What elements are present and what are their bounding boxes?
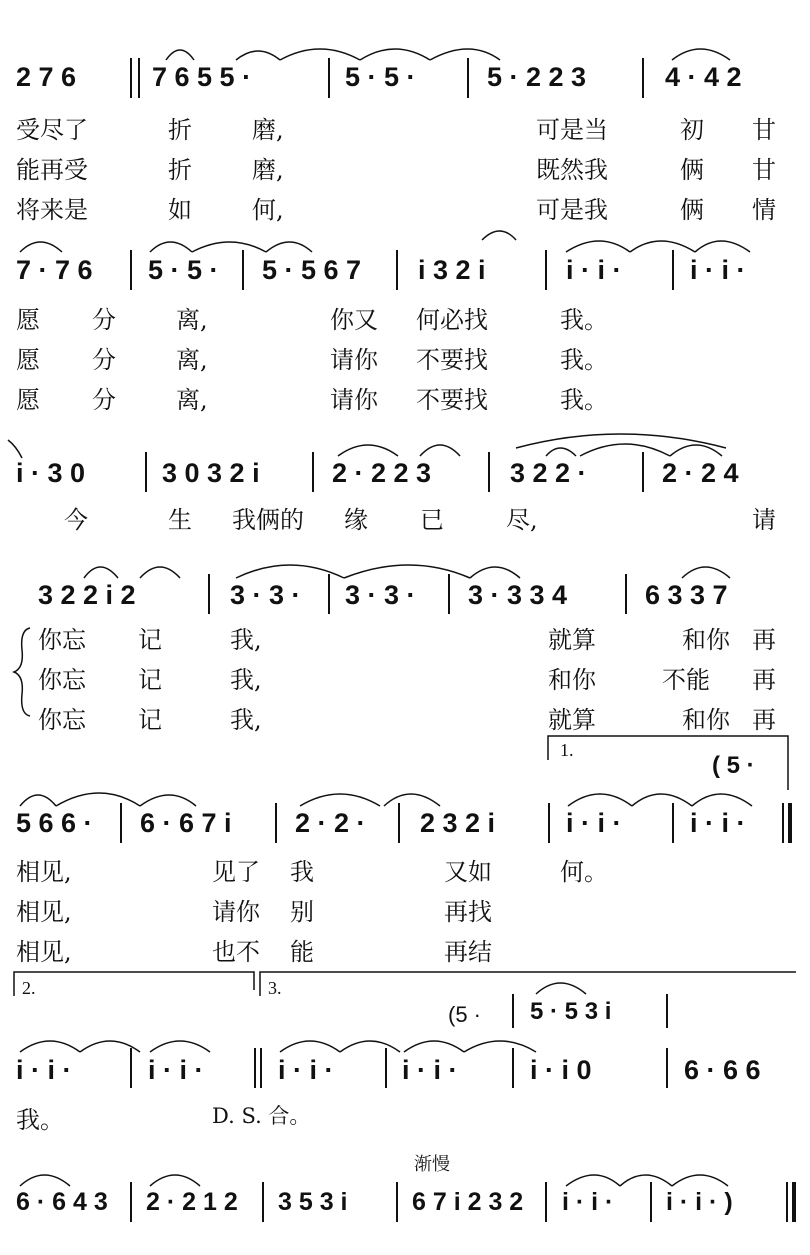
lyric: 不要找 (416, 386, 488, 414)
lyric: 离, (176, 386, 208, 414)
s1-m1: 7 6 5 5 · (152, 62, 252, 92)
lyric: 将来是 (16, 196, 88, 224)
lyric: 如 (168, 196, 192, 224)
s3-m1: 3 0 3 2 i (162, 458, 260, 488)
lyric: 愿 (16, 346, 40, 374)
lyric: 再 (752, 706, 776, 734)
s1-m2: 5 · 5 · (345, 62, 416, 92)
lyric: 请你 (212, 898, 260, 926)
s5-m3: 2 3 2 i (420, 808, 496, 838)
volta-1-label: 1. (560, 740, 574, 760)
lyric: 和你 (548, 666, 596, 694)
lyric: 缘 (344, 506, 368, 534)
lyric: 甘 (752, 116, 776, 144)
lyric: 我。 (560, 346, 608, 374)
lyric: 我。 (16, 1106, 64, 1134)
lyric: 分 (92, 386, 116, 414)
s5-m5: i · i · (690, 808, 746, 838)
lyric: 能再受 (16, 156, 88, 184)
lyric: 就算 (548, 626, 596, 654)
lyric: 我, (230, 666, 262, 694)
s3-m0: i · 3 0 (16, 458, 86, 488)
upper-notes: 5 · 5 3 i (530, 998, 612, 1025)
lyric: 我俩的 (232, 506, 304, 534)
lyric: 再找 (444, 898, 492, 926)
paren-notes: ( 5 · (712, 752, 755, 779)
s7-m5: i · i · ) (666, 1188, 733, 1216)
s5-m0: 5 6 6 · (16, 808, 93, 838)
lyric: 和你 (682, 626, 730, 654)
paren-notes: (5 · (448, 1002, 481, 1027)
s5-m1: 6 · 6 7 i (140, 808, 232, 838)
s7-m3: 6 7 i 2 3 2 (412, 1188, 524, 1216)
lyric: 受尽了 (16, 116, 88, 144)
volta-2-label: 2. (22, 978, 36, 998)
lyric: 磨, (252, 156, 284, 184)
lyric: 生 (168, 506, 192, 534)
lyric: 尽, (506, 506, 538, 534)
s4-m3: 3 · 3 3 4 (468, 580, 568, 610)
s6-m2: i · i · (278, 1055, 334, 1085)
lyric: 不要找 (416, 346, 488, 374)
s4-m0: 3 2 2 i 2 (38, 580, 136, 610)
lyric: 见了 (212, 858, 260, 886)
lyric: 相见, (16, 938, 72, 966)
lyric: 相见, (16, 858, 72, 886)
s1-m0: 2 7 6 (16, 62, 77, 92)
lyric: 磨, (252, 116, 284, 144)
lyric: 今 (64, 506, 88, 534)
lyric: 请你 (330, 346, 378, 374)
lyric: 可是我 (536, 196, 608, 224)
lyric: 已 (420, 506, 444, 534)
lyric: 你忘 (38, 666, 86, 694)
lyric: 俩 (680, 196, 704, 224)
lyric: 分 (92, 306, 116, 334)
lyric: 能 (290, 938, 314, 966)
lyric: 请你 (330, 386, 378, 414)
lyric: 别 (290, 898, 314, 926)
lyric: 又如 (444, 858, 492, 886)
s3-m2: 2 · 2 2 3 (332, 458, 432, 488)
lyric: 不能 (662, 666, 710, 694)
s2-m1: 5 · 5 · (148, 255, 219, 285)
lyric: 何, (252, 196, 284, 224)
s2-m2: 5 · 5 6 7 (262, 255, 362, 285)
lyric: 分 (92, 346, 116, 374)
s1-m4: 4 · 4 2 (665, 62, 742, 92)
s2-m5: i · i · (690, 255, 746, 285)
lyric: 就算 (548, 706, 596, 734)
lyric: 何。 (560, 858, 608, 886)
lyric: 我, (230, 706, 262, 734)
tempo-marking: 渐慢 (414, 1154, 450, 1175)
lyric: 既然我 (536, 156, 608, 184)
lyric: 愿 (16, 306, 40, 334)
lyric: 也不 (212, 938, 260, 966)
s6-m3: i · i · (402, 1055, 458, 1085)
lyric: 离, (176, 306, 208, 334)
lyric: 可是当 (536, 116, 608, 144)
lyric: 你又 (330, 306, 378, 334)
lyric: 你忘 (38, 626, 86, 654)
lyric: 请 (752, 506, 776, 534)
s6-m5: 6 · 6 6 (684, 1055, 761, 1085)
lyric: D. S. 合。 (212, 1104, 311, 1128)
s7-m1: 2 · 2 1 2 (146, 1188, 238, 1216)
lyric: 愿 (16, 386, 40, 414)
s7-m0: 6 · 6 4 3 (16, 1188, 108, 1216)
s2-m3: i 3 2 i (418, 255, 486, 285)
lyric: 再结 (444, 938, 492, 966)
lyric: 你忘 (38, 706, 86, 734)
s7-m4: i · i · (562, 1188, 614, 1216)
lyric: 情 (752, 196, 776, 224)
lyric: 和你 (682, 706, 730, 734)
lyric: 记 (138, 666, 162, 694)
s3-m3: 3 2 2 · (510, 458, 587, 488)
lyric: 我。 (560, 306, 608, 334)
lyric: 初 (680, 116, 704, 144)
s6-m0: i · i · (16, 1055, 72, 1085)
s3-m4: 2 · 2 4 (662, 458, 739, 488)
lyric: 折 (168, 156, 192, 184)
lyric: 我, (230, 626, 262, 654)
lyric: 折 (168, 116, 192, 144)
lyric: 俩 (680, 156, 704, 184)
lyric: 相见, (16, 898, 72, 926)
lyric: 离, (176, 346, 208, 374)
s5-m2: 2 · 2 · (295, 808, 366, 838)
lyric: 记 (138, 706, 162, 734)
lyric: 何必找 (416, 306, 488, 334)
s6-m1: i · i · (148, 1055, 204, 1085)
s5-m4: i · i · (566, 808, 622, 838)
lyric: 我。 (560, 386, 608, 414)
s6-m4: i · i 0 (530, 1055, 592, 1085)
s2-m4: i · i · (566, 255, 622, 285)
s1-m3: 5 · 2 2 3 (487, 62, 587, 92)
s4-m1: 3 · 3 · (230, 580, 301, 610)
lyric: 记 (138, 626, 162, 654)
lyric: 再 (752, 626, 776, 654)
lyric: 甘 (752, 156, 776, 184)
s4-m2: 3 · 3 · (345, 580, 416, 610)
lyric: 我 (290, 858, 314, 886)
s7-m2: 3 5 3 i (278, 1188, 348, 1216)
s4-m4: 6 3 3 7 (645, 580, 728, 610)
lyric: 再 (752, 666, 776, 694)
volta-3-label: 3. (268, 978, 282, 998)
s2-m0: 7 · 7 6 (16, 255, 93, 285)
